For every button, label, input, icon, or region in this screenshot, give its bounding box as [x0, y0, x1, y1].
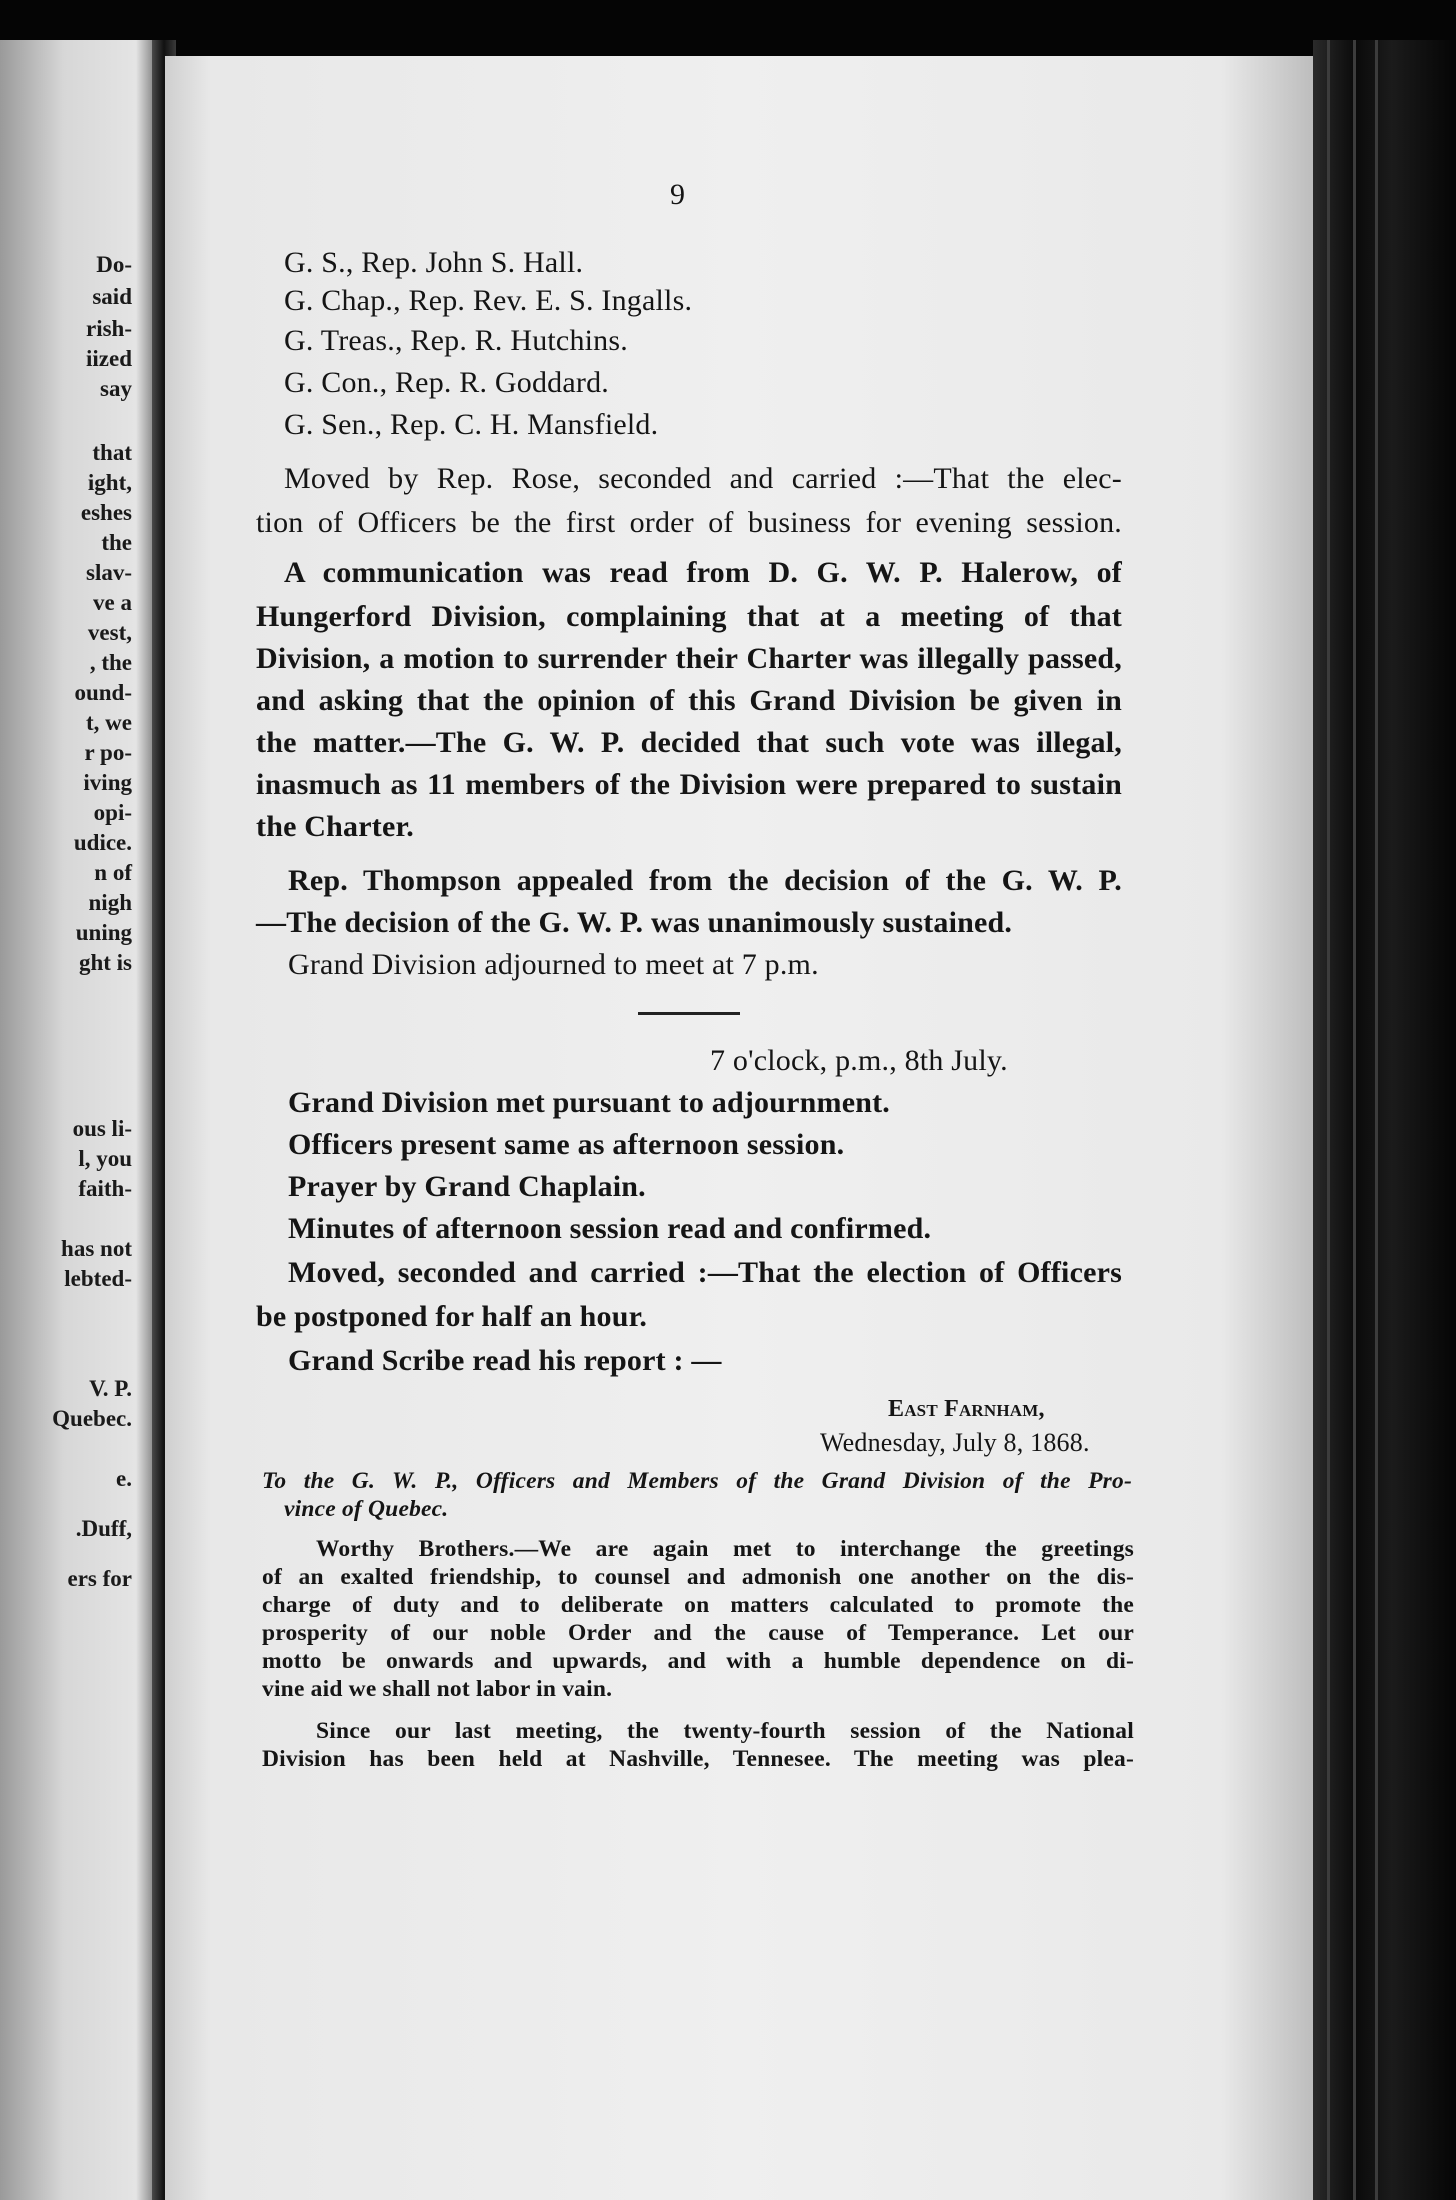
- officer-line: G. Treas., Rep. R. Hutchins.: [284, 324, 628, 357]
- report-line: charge of duty and to deliberate on matters calculated to promote the: [262, 1592, 1134, 1618]
- left-fragment: vest,: [87, 620, 132, 645]
- left-fragment: t, we: [86, 710, 132, 735]
- page-number: 9: [670, 178, 685, 211]
- left-fragment: ous li-: [72, 1116, 132, 1141]
- left-fragment: iized: [86, 346, 132, 371]
- left-fragment: iving: [83, 770, 132, 795]
- left-fragment: that: [92, 440, 132, 465]
- left-fragment: rish-: [86, 316, 132, 341]
- session-heading: 7 o'clock, p.m., 8th July.: [710, 1044, 1008, 1077]
- left-fragment: has not: [61, 1236, 132, 1261]
- left-fragment: the: [101, 530, 132, 555]
- left-fragment: ound-: [74, 680, 132, 705]
- paragraph-line: Grand Division met pursuant to adjournment.: [288, 1086, 890, 1119]
- report-line: of an exalted friendship, to counsel and admonish one another on the dis-: [262, 1564, 1134, 1590]
- left-fragment: ers for: [67, 1566, 132, 1591]
- left-fragment: ve a: [93, 590, 132, 615]
- section-divider: [638, 1012, 740, 1015]
- left-fragment: nigh: [88, 890, 132, 915]
- paragraph-line: Moved, seconded and carried :—That the election of Officers: [288, 1256, 1122, 1289]
- officer-line: G. Sen., Rep. C. H. Mansfield.: [284, 408, 659, 441]
- officer-line: G. Chap., Rep. Rev. E. S. Ingalls.: [284, 284, 693, 317]
- left-fragment: say: [100, 376, 132, 401]
- left-fragment: opi-: [93, 800, 132, 825]
- paragraph-line: and asking that the opinion of this Grand Division be given in: [256, 684, 1122, 717]
- left-fragment: said: [92, 284, 132, 309]
- left-fragment: eshes: [80, 500, 132, 525]
- left-fragment: l, you: [78, 1146, 132, 1171]
- report-address: To the G. W. P., Officers and Members of the Grand Division of the Pro-: [262, 1468, 1132, 1494]
- report-line: Since our last meeting, the twenty-fourth session of the National: [316, 1718, 1134, 1744]
- left-fragment: ight,: [87, 470, 132, 495]
- left-fragment: udice.: [73, 830, 132, 855]
- paragraph-line: A communication was read from D. G. W. P. Halerow, of: [284, 556, 1122, 589]
- report-date: Wednesday, July 8, 1868.: [820, 1428, 1090, 1457]
- left-fragment: V. P.: [89, 1376, 132, 1401]
- paragraph-line: Grand Division adjourned to meet at 7 p.m.: [288, 948, 819, 981]
- paragraph-line: Rep. Thompson appealed from the decision of the G. W. P.: [288, 864, 1122, 897]
- paragraph-line: tion of Officers be the first order of business for evening session.: [256, 506, 1122, 539]
- paragraph-line: be postponed for half an hour.: [256, 1300, 648, 1333]
- left-fragment: Do-: [96, 252, 132, 277]
- left-fragment: n of: [94, 860, 132, 885]
- left-fragment: slav-: [86, 560, 132, 585]
- paragraph-line: Prayer by Grand Chaplain.: [288, 1170, 646, 1203]
- left-fragment: .Duff,: [75, 1516, 132, 1541]
- left-fragment: , the: [89, 650, 132, 675]
- left-fragment: e.: [116, 1466, 132, 1491]
- report-line: prosperity of our noble Order and the cause of Temperance. Let our: [262, 1620, 1134, 1646]
- paragraph-line: Officers present same as afternoon session.: [288, 1128, 845, 1161]
- officer-line: G. S., Rep. John S. Hall.: [284, 246, 584, 279]
- left-fragment: ght is: [78, 950, 132, 975]
- paragraph-line: Grand Scribe read his report : —: [288, 1344, 722, 1377]
- report-line: Division has been held at Nashville, Tennesee. The meeting was plea-: [262, 1746, 1134, 1772]
- paragraph-line: Hungerford Division, complaining that at a meeting of that: [256, 600, 1122, 633]
- paragraph-line: —The decision of the G. W. P. was unanimously sustained.: [256, 906, 1013, 939]
- report-line: Worthy Brothers.—We are again met to interchange the greetings: [316, 1536, 1134, 1562]
- report-place: East Farnham,: [888, 1396, 1045, 1422]
- left-fragment: lebted-: [64, 1266, 132, 1291]
- paragraph-line: inasmuch as 11 members of the Division were prepared to sustain: [256, 768, 1122, 801]
- paragraph-line: Moved by Rep. Rose, seconded and carried :—That the elec-: [284, 462, 1122, 495]
- facing-page-edge: [0, 40, 160, 2200]
- left-fragment: uning: [75, 920, 132, 945]
- report-address: vince of Quebec.: [284, 1496, 449, 1522]
- paragraph-line: the matter.—The G. W. P. decided that such vote was illegal,: [256, 726, 1122, 759]
- left-fragment: Quebec.: [52, 1406, 132, 1431]
- report-line: vine aid we shall not labor in vain.: [262, 1676, 613, 1702]
- paragraph-line: Minutes of afternoon session read and confirmed.: [288, 1212, 932, 1245]
- left-fragment: r po-: [84, 740, 132, 765]
- paragraph-line: the Charter.: [256, 810, 414, 843]
- scan-top-shadow: [0, 0, 1456, 60]
- report-line: motto be onwards and upwards, and with a humble dependence on di-: [262, 1648, 1134, 1674]
- left-fragment: faith-: [78, 1176, 132, 1201]
- officer-line: G. Con., Rep. R. Goddard.: [284, 366, 609, 399]
- paragraph-line: Division, a motion to surrender their Charter was illegally passed,: [256, 642, 1122, 675]
- book-binding: [1313, 40, 1456, 2200]
